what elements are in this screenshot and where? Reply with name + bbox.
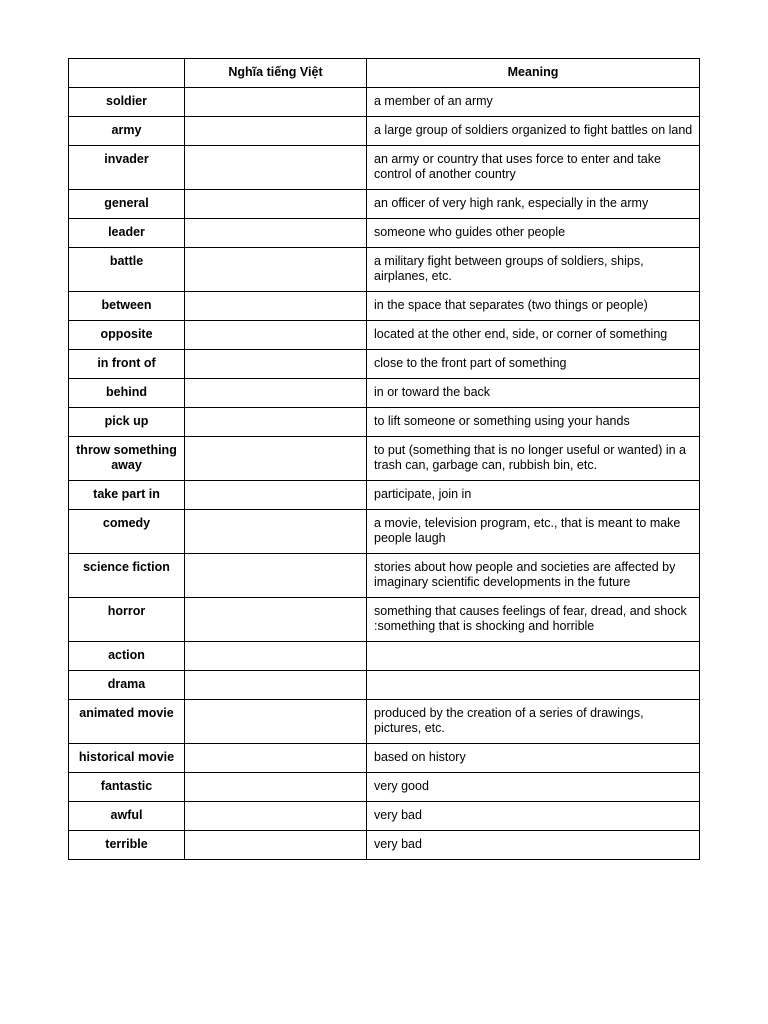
table-row [69,772,700,801]
vietnamese-meaning-cell[interactable] [185,145,367,189]
english-meaning: very bad [367,830,700,859]
header-meaning: Meaning [367,59,700,88]
vocab-word: invader [69,145,185,189]
english-meaning: to lift someone or something using your hands [367,407,700,436]
english-meaning: something that causes feelings of fear, dread, and shock :something that is shocking and horrible [367,597,700,641]
english-meaning: close to the front part of something [367,349,700,378]
english-meaning: stories about how people and societies are affected by imaginary scientific developments in the future [367,553,700,597]
table-row [69,378,700,407]
table-row [69,830,700,859]
vietnamese-meaning-cell[interactable] [185,320,367,349]
table-body [69,87,700,859]
vietnamese-meaning-cell[interactable] [185,743,367,772]
english-meaning: very bad [367,801,700,830]
table-row [69,743,700,772]
table-row [69,480,700,509]
vocab-word: behind [69,378,185,407]
vietnamese-meaning-cell[interactable] [185,772,367,801]
table-row [69,597,700,641]
vietnamese-meaning-cell[interactable] [185,830,367,859]
vietnamese-meaning-cell[interactable] [185,480,367,509]
table-row [69,349,700,378]
vietnamese-meaning-cell[interactable] [185,801,367,830]
vietnamese-meaning-cell[interactable] [185,407,367,436]
vocab-word: battle [69,247,185,291]
english-meaning: in the space that separates (two things or people) [367,291,700,320]
vocab-word: terrible [69,830,185,859]
table-row [69,436,700,480]
vocab-word: awful [69,801,185,830]
vocab-word: army [69,116,185,145]
english-meaning: a member of an army [367,87,700,116]
english-meaning: to put (something that is no longer useful or wanted) in a trash can, garbage can, rubbish bin, etc. [367,436,700,480]
vietnamese-meaning-cell[interactable] [185,553,367,597]
english-meaning: an officer of very high rank, especially in the army [367,189,700,218]
table-row [69,320,700,349]
vocab-word: fantastic [69,772,185,801]
vietnamese-meaning-cell[interactable] [185,670,367,699]
english-meaning [367,670,700,699]
vietnamese-meaning-cell[interactable] [185,87,367,116]
table-row [69,247,700,291]
header-row [69,59,700,88]
vietnamese-meaning-cell[interactable] [185,116,367,145]
vietnamese-meaning-cell[interactable] [185,349,367,378]
vietnamese-meaning-cell[interactable] [185,509,367,553]
table-row [69,670,700,699]
table-row [69,145,700,189]
vocab-word: drama [69,670,185,699]
english-meaning: an army or country that uses force to enter and take control of another country [367,145,700,189]
vietnamese-meaning-cell[interactable] [185,291,367,320]
english-meaning: produced by the creation of a series of drawings, pictures, etc. [367,699,700,743]
vietnamese-meaning-cell[interactable] [185,189,367,218]
english-meaning: a large group of soldiers organized to fight battles on land [367,116,700,145]
vietnamese-meaning-cell[interactable] [185,247,367,291]
vocab-word: comedy [69,509,185,553]
table-row [69,801,700,830]
english-meaning: very good [367,772,700,801]
vietnamese-meaning-cell[interactable] [185,641,367,670]
english-meaning: someone who guides other people [367,218,700,247]
table-row [69,553,700,597]
vocab-word: between [69,291,185,320]
table-row [69,291,700,320]
vocab-word: science fiction [69,553,185,597]
vocabulary-table [68,58,700,860]
vocab-word: take part in [69,480,185,509]
vietnamese-meaning-cell[interactable] [185,699,367,743]
vocabulary-sheet [68,58,699,860]
vietnamese-meaning-cell[interactable] [185,218,367,247]
table-row [69,87,700,116]
vocab-word: horror [69,597,185,641]
english-meaning: a military fight between groups of soldiers, ships, airplanes, etc. [367,247,700,291]
english-meaning [367,641,700,670]
table-row [69,116,700,145]
vietnamese-meaning-cell[interactable] [185,378,367,407]
table-header [69,59,700,88]
english-meaning: a movie, television program, etc., that is meant to make people laugh [367,509,700,553]
vocab-word: soldier [69,87,185,116]
header-vietnamese: Nghĩa tiếng Việt [185,59,367,88]
vietnamese-meaning-cell[interactable] [185,436,367,480]
vocab-word: throw something away [69,436,185,480]
vocab-word: action [69,641,185,670]
vocab-word: in front of [69,349,185,378]
header-word [69,59,185,88]
vocab-word: pick up [69,407,185,436]
table-row [69,641,700,670]
english-meaning: based on history [367,743,700,772]
table-row [69,218,700,247]
table-row [69,189,700,218]
vocab-word: general [69,189,185,218]
vocab-word: animated movie [69,699,185,743]
table-row [69,509,700,553]
table-row [69,699,700,743]
vocab-word: leader [69,218,185,247]
english-meaning: located at the other end, side, or corner of something [367,320,700,349]
table-row [69,407,700,436]
vocab-word: historical movie [69,743,185,772]
english-meaning: participate, join in [367,480,700,509]
vocab-word: opposite [69,320,185,349]
vietnamese-meaning-cell[interactable] [185,597,367,641]
english-meaning: in or toward the back [367,378,700,407]
